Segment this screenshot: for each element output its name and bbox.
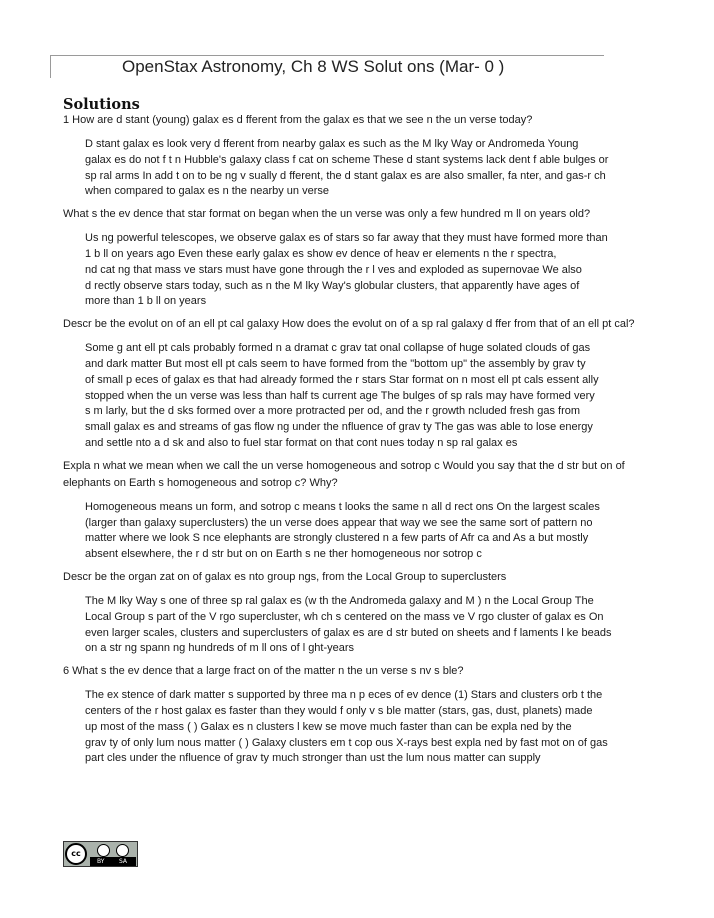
share-alike-icon	[116, 844, 129, 857]
license-band	[90, 857, 136, 866]
qa-item-3	[63, 316, 653, 452]
cc-by-sa-license-badge	[63, 841, 138, 867]
solutions-list	[63, 112, 653, 773]
answer-line: centers of the r host galax es faster than they would f only v s ble matter (stars, gas, dust, planets) made	[85, 704, 593, 717]
answer-line: galax es do not f t n Hubble's galaxy class f cat on scheme These d stant systems lack dent f able bulges or	[85, 153, 609, 166]
answer-line: Homogeneous means un form, and sotrop c means t looks the same n all d rect ons On the largest scales	[85, 500, 600, 513]
answer-line: when compared to galax es n the nearby un verse	[85, 185, 329, 198]
license-by-label: BY	[97, 858, 105, 865]
answer-line: up most of the mass ( ) Galax es n clusters l kew se move much faster than can be expla ned by the	[85, 720, 572, 733]
qa-item-5	[63, 569, 653, 657]
qa-item-1	[63, 112, 653, 200]
answer-line: stopped when the un verse was less than half ts current age The bulges of sp rals may have formed very	[85, 389, 595, 402]
answer-line: Local Group s part of the V rgo supercluster, wh ch s centered on the mass ve V rgo cluster of galax es On	[85, 610, 604, 623]
question-1: 1 How are d stant (young) galax es d fferent from the galax es that we see n the un verse today?	[63, 114, 533, 126]
answer-line: on a str ng spann ng hundreds of m ll ons of l ght-years	[85, 642, 355, 655]
page-title: OpenStax Astronomy, Ch 8 WS Solut ons (Mar- 0 )	[122, 57, 505, 76]
question-4: Expla n what we mean when we call the un verse homogeneous and sotrop c Would you say that the d str but on of elephants on Earth s homogeneous and sotrop c? Why?	[63, 459, 625, 489]
answer-line: and settle nto a d sk and also to fuel star format on that cont nues today n sp ral galax es	[85, 436, 518, 449]
answer-2	[85, 231, 653, 310]
question-2: What s the ev dence that star format on began when the un verse was only a few hundred m ll on years old?	[63, 208, 591, 221]
answer-line: (larger than galaxy superclusters) the un verse does appear that way we see the same sort of pattern no	[85, 516, 593, 529]
answer-1	[85, 137, 653, 200]
answer-line: sp ral arms In add t on to be ng v sually d fferent, the d stant galax es are also smaller, fa nter, and gas-r ch	[85, 169, 606, 182]
solutions-heading: Solutions	[63, 96, 140, 113]
attribution-icon	[97, 844, 110, 857]
answer-line: 1 b ll on years ago Even these early galax es show ev dence of heav er elements n the r spectra,	[85, 247, 557, 260]
answer-line: grav ty of only lum nous matter ( ) Galaxy clusters em t cop ous X-rays best expla ned by fast mot on of gas	[85, 736, 608, 749]
answer-6	[85, 688, 653, 767]
answer-line: s m larly, but the d sks formed over a more protracted per od, and the r growth ncluded fresh gas from	[85, 405, 581, 418]
answer-line: Some g ant ell pt cals probably formed n a dramat c grav tat onal collapse of huge solated clouds of gas	[85, 342, 591, 355]
question-5: Descr be the organ zat on of galax es nto group ngs, from the Local Group to superclusters	[63, 570, 507, 583]
answer-line: part cles under the nfluence of grav ty much stronger than ust the lum nous matter can supply	[85, 752, 541, 765]
answer-line: more than 1 b ll on years	[85, 295, 207, 308]
qa-item-4	[63, 458, 653, 563]
question-3: Descr be the evolut on of an ell pt cal galaxy How does the evolut on of a sp ral galaxy d ffer from that of an ell pt cal?	[63, 318, 635, 331]
answer-line: D stant galax es look very d fferent from nearby galax es such as the M lky Way or Andromeda Young	[85, 138, 579, 150]
answer-4	[85, 500, 653, 563]
creative-commons-icon: cc	[65, 843, 87, 865]
answer-line: d rectly observe stars today, such as n the M lky Way's globular clusters, that apparently have ages of	[85, 279, 580, 292]
answer-line: Us ng powerful telescopes, we observe galax es of stars so far away that they must have formed more than	[85, 232, 608, 245]
question-6: 6 What s the ev dence that a large fract on of the matter n the un verse s nv s ble?	[63, 665, 464, 678]
qa-item-2	[63, 206, 653, 310]
answer-line: even larger scales, clusters and superclusters of galax es are d str buted on sheets and f laments l ke beads	[85, 626, 612, 639]
answer-line: absent elsewhere, the r d str but on on Earth s ne ther homogeneous nor sotrop c	[85, 548, 482, 561]
answer-line: The ex stence of dark matter s supported by three ma n p eces of ev dence (1) Stars and clusters orb t the	[85, 689, 603, 702]
answer-line: The M lky Way s one of three sp ral galax es (w th the Andromeda galaxy and M ) n the Local Group The	[85, 594, 594, 607]
qa-item-6	[63, 663, 653, 767]
license-sa-label: SA	[119, 858, 128, 865]
answer-line: matter where we look S nce elephants are strongly clustered n a few parts of Afr ca and As a but mostly	[85, 532, 589, 545]
answer-5	[85, 594, 653, 657]
answer-line: nd cat ng that mass ve stars must have gone through the r l ves and exploded as supernovae We also	[85, 263, 582, 276]
answer-line: of small p eces of galax es that had already formed the r stars Star format on n most ell pt cals essent ally	[85, 373, 599, 386]
answer-line: small galax es and streams of gas flow ng under the nfluence of grav ty The gas was able to lose energy	[85, 421, 593, 434]
answer-3	[85, 341, 653, 452]
answer-line: and dark matter But most ell pt cals seem to have formed from the "bottom up" the assembly by grav ty	[85, 357, 586, 370]
